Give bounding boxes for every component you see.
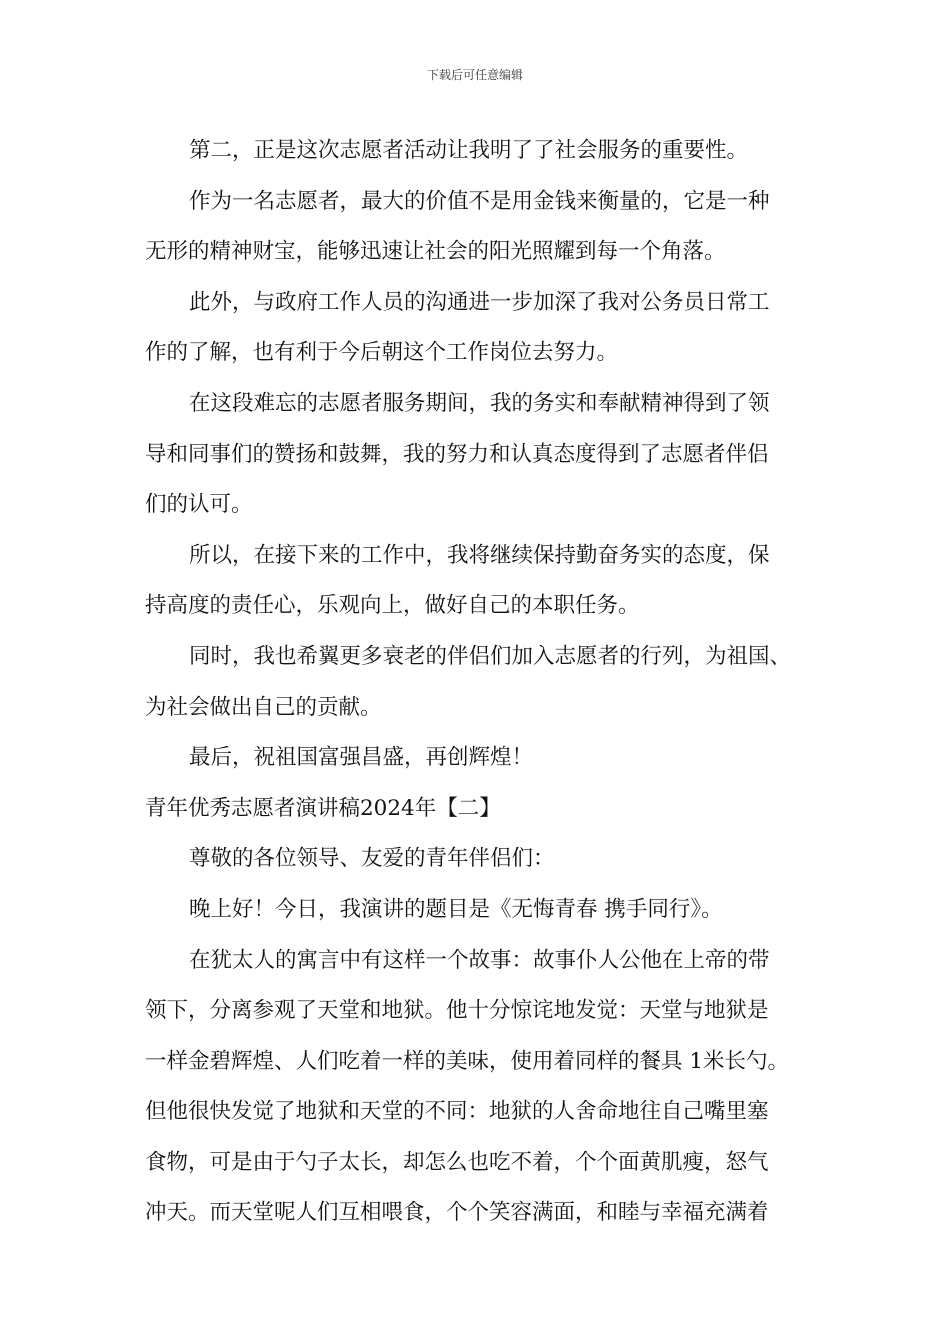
text-line: 一样金碧辉煌、人们吃着一样的美味，使用着同样的餐具 1米长勺。 (145, 1048, 790, 1074)
text-line: 为社会做出自己的贡献。 (145, 694, 382, 720)
text-line: 们的认可。 (145, 492, 253, 518)
text-line: 第二，正是这次志愿者活动让我明了了社会服务的重要性。 (189, 138, 749, 163)
text-line: 领下，分离参观了天堂和地狱。他十分惊诧地发觉：天堂与地狱是 (145, 998, 769, 1024)
text-line: 冲天。而天堂呢人们互相喂食，个个笑容满面，和睦与幸福充满着 (145, 1200, 769, 1226)
text-line: 在这段难忘的志愿者服务期间，我的务实和奉献精神得到了领 (189, 390, 770, 416)
document-body (145, 130, 815, 1243)
text-line: 晚上好！今日，我演讲的题目是《无悔青春 携手同行》。 (189, 896, 723, 922)
text-line: 作的了解，也有利于今后朝这个工作岗位去努力。 (145, 340, 619, 366)
page-header: 下载后可任意编辑 (426, 68, 523, 82)
text-line: 青年优秀志愿者演讲稿2024年【二】 (145, 795, 501, 821)
text-line: 持高度的责任心，乐观向上，做好自己的本职任务。 (145, 593, 640, 619)
text-line: 同时，我也希翼更多衰老的伴侣们加入志愿者的行列，为祖国、 (189, 643, 792, 669)
text-line: 所以，在接下来的工作中，我将继续保持勤奋务实的态度，保 (189, 542, 770, 568)
text-line: 但他很快发觉了地狱和天堂的不同：地狱的人舍命地往自己嘴里塞 (145, 1099, 769, 1125)
text-line: 尊敬的各位领导、友爱的青年伴侣们： (189, 846, 555, 872)
text-line: 作为一名志愿者，最大的价值不是用金钱来衡量的，它是一种 (189, 188, 770, 214)
text-line: 在犹太人的寓言中有这样一个故事：故事仆人公他在上帝的带 (189, 947, 770, 973)
text-line: 导和同事们的赞扬和鼓舞，我的努力和认真态度得到了志愿者伴侣 (145, 441, 769, 467)
text-line: 无形的精神财宝，能够迅速让社会的阳光照耀到每一个角落。 (145, 239, 726, 265)
text-line: 最后，祝祖国富强昌盛，再创辉煌！ (189, 745, 534, 771)
text-line: 食物，可是由于勺子太长，却怎么也吃不着，个个面黄肌瘦，怒气 (145, 1149, 769, 1175)
text-line: 此外，与政府工作人员的沟通进一步加深了我对公务员日常工 (189, 289, 770, 315)
